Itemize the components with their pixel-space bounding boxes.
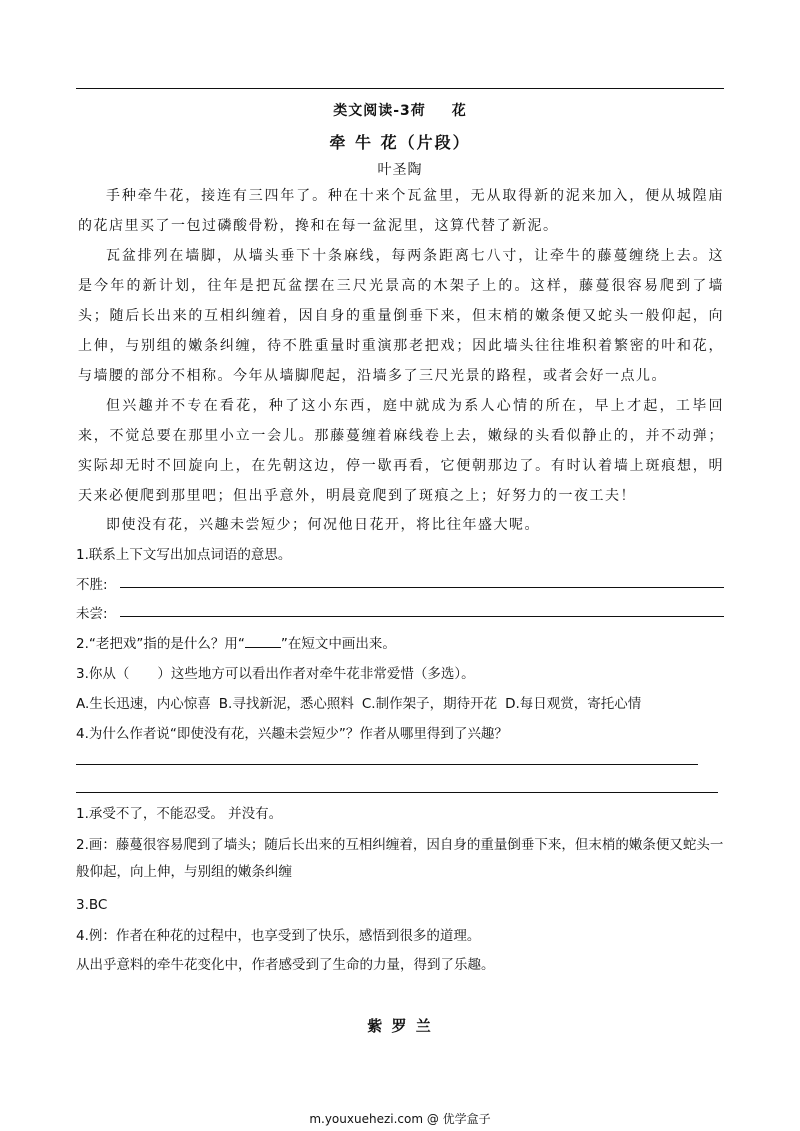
answer-4-continued: 从出乎意料的牵牛花变化中，作者感受到了生命的力量，得到了乐趣。 [76,957,495,973]
paragraph-3: 但兴趣并不专在看花，种了这小东西，庭中就成为系人心情的所在，早上才起，工毕回来，不觉总要在那里小立一会儿。那藤蔓缠着麻线卷上去，嫩绿的头看似静止的，并不动弹；实际却无时不回旋向上，在先朝这边，停一歇再看，它便朝那边了。有时认着墙上斑痕想，明天来必便爬到那里吧；但出乎意外，明晨竟爬到了斑痕之上；好努力的一夜工夫！ [78,398,724,504]
answer-line-1b[interactable] [120,616,724,617]
paragraph-1: 手种牵牛花，接连有三四年了。种在十来个瓦盆里，无从取得新的泥来加入，便从城隍庙的花店里买了一包过磷酸骨粉，搀和在每一盆泥里，这算代替了新泥。 [78,188,724,234]
answer-2: 2.画：藤蔓很容易爬到了墙头；随后长出来的互相纠缠着，因自身的重量倒垂下来，但末梢的嫩条便又蛇头一般仰起，向上伸，与别组的嫩条纠缠 [76,837,724,880]
dotted-char-1: 不 [282,338,299,354]
question-1-b-label: 未尝: [76,606,108,622]
answer-line-1a[interactable] [120,587,724,588]
question-1-a-label: 不胜: [76,577,108,593]
answer-line-4a[interactable] [76,764,698,765]
answer-line-4b[interactable] [76,792,718,793]
option-c[interactable]: C.制作架子，期待开花 [361,696,498,712]
option-d[interactable]: D.每日观赏，寄托心情 [505,696,642,712]
paragraph-2-part-a: 瓦盆排列在墙脚，从墙头垂下十条麻线，每两条距离七八寸，让牵牛的藤蔓缠绕上去。这是今年的新计划，往年是把瓦盆摆在三尺光景高的木架子上的。这样，藤蔓很容易爬到了墙头；随后长出来的互相纠缠着，因自身的重量倒垂下来，但末梢的嫩条便又蛇头一般仰起，向上伸，与别组的嫩条纠缠，待 [78,248,724,354]
question-2: 2.“老把戏”指的是什么？用“ ”在短文中画出来。 [76,636,396,652]
question-3: 3.你从（ ）这些地方可以看出作者对牵牛花非常爱惜（多选）。 [76,666,475,682]
next-section-title: 紫 罗 兰 [367,1017,433,1035]
option-b[interactable]: B.寻找新泥，悉心照料 [218,696,354,712]
footer-watermark: m.youxuehezi.com @ 优学盒子 [309,1112,491,1126]
paragraph-4: 即使没有花，兴趣未尝短少；何况他日花开，将比往年盛大呢。 [106,517,540,533]
article-author: 叶圣陶 [377,162,423,178]
paragraph-2 [78,241,724,391]
option-a[interactable]: A.生长迅速，内心惊喜 [76,696,211,712]
question-3-options [76,692,641,712]
answer-1: 1.承受不了，不能忍受。 并没有。 [76,806,283,822]
series-topic: 荷 [410,103,426,119]
article-title: 牵 牛 花（片段） [329,133,471,152]
dotted-char-2: 胜 [298,338,315,354]
answer-3: 3.BC [76,897,108,913]
series-title [0,100,800,120]
header-rule [76,88,724,89]
underline-sample [245,635,281,648]
paragraph-2-part-b: 重量时重演那老把戏；因此墙头往往堆积着繁密的叶和花，与墙腰的部分不相称。今年从墙脚爬起，沿墙多了三尺光景的路程，或者会好一点儿。 [78,338,725,384]
answer-4: 4.例：作者在种花的过程中，也享受到了快乐，感悟到很多的道理。 [76,928,481,944]
series-topic-2: 花 [451,103,467,119]
series-label: 类文阅读-3 [333,103,411,119]
question-4: 4.为什么作者说“即使没有花，兴趣未尝短少”？作者从哪里得到了兴趣？ [76,726,508,742]
question-1: 1.联系上下文写出加点词语的意思。 [76,547,292,563]
